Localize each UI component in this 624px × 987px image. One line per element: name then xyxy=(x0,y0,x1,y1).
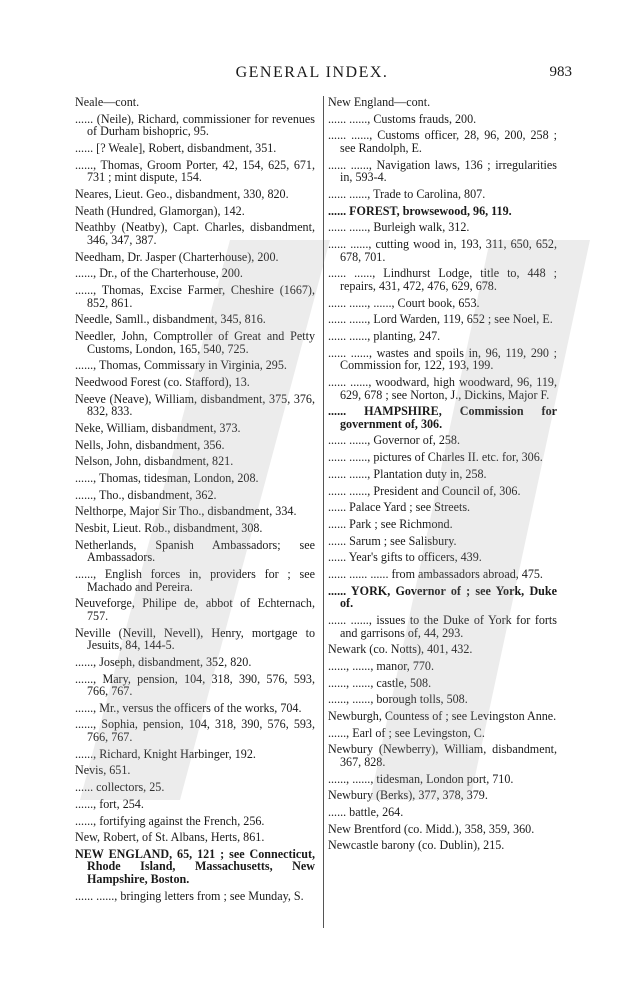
index-entry: Nells, John, disbandment, 356. xyxy=(75,437,225,452)
index-entry: ...... ......, Governor of, 258. xyxy=(328,433,461,448)
index-entry: ...... FOREST, browsewood, 96, 119. xyxy=(328,203,512,218)
index-entry: ...... ......, cutting wood in, 193, 311, 650, 652, 678, 701. xyxy=(328,237,557,264)
index-entry: ......, Thomas, tidesman, London, 208. xyxy=(75,470,259,485)
index-entry: ...... Year's gifts to officers, 439. xyxy=(328,550,482,565)
index-entry: ......, Mr., versus the officers of the works, 704. xyxy=(75,700,302,715)
column-divider xyxy=(323,96,324,928)
index-entry: ......, Thomas, Groom Porter, 42, 154, 625, 671, 731 ; mint dispute, 154. xyxy=(75,157,315,185)
index-entry: ...... Sarum ; see Salisbury. xyxy=(328,533,457,548)
index-entry: Nelthorpe, Major Sir Tho., disbandment, 334. xyxy=(75,504,297,519)
index-entry: Newcastle barony (co. Dublin), 215. xyxy=(328,838,505,853)
index-entry: ......, Sophia, pension, 104, 318, 390, 576, 593, 766, 767. xyxy=(75,717,315,745)
index-entry: ...... ......, Customs officer, 28, 96, 200, 258 ; see Randolph, E. xyxy=(328,128,557,155)
index-entry: New England—cont. xyxy=(328,95,431,109)
index-entry: NEW ENGLAND, 65, 121 ; see Connecticut, Rhode Island, Massachusetts, New Hampshire, Boston. xyxy=(75,846,315,887)
index-entry: ...... ......, Navigation laws, 136 ; irregularities in, 593-4. xyxy=(328,157,557,185)
index-entry: Newbury (Newberry), William, disbandment, 367, 828. xyxy=(328,742,557,769)
index-entry: ......, fortifying against the French, 256. xyxy=(75,813,265,828)
index-entry: ......, Joseph, disbandment, 352, 820. xyxy=(75,654,252,669)
index-entry: Needwood Forest (co. Stafford), 13. xyxy=(75,374,250,389)
index-entry: Needle, Samll., disbandment, 345, 816. xyxy=(75,312,266,327)
index-entry: ......, Earl of ; see Levingston, C. xyxy=(328,725,485,740)
index-entry: ...... Park ; see Richmond. xyxy=(328,516,453,531)
index-entry: Newbury (Berks), 377, 378, 379. xyxy=(328,788,488,803)
index-entry: ......, Dr., of the Charterhouse, 200. xyxy=(75,266,243,281)
index-entry: Nesbit, Lieut. Rob., disbandment, 308. xyxy=(75,521,263,535)
index-entry: ......, ......, borough tolls, 508. xyxy=(328,692,468,707)
index-entry: New Brentford (co. Midd.), 358, 359, 360. xyxy=(328,821,535,836)
index-entry: Nelson, John, disbandment, 821. xyxy=(75,454,234,469)
page-title: GENERAL INDEX. xyxy=(235,64,389,81)
left-column xyxy=(75,96,315,906)
index-entry: ...... ......, woodward, high woodward, 96, 119, 629, 678 ; see Norton, J., Dickins, Major F. xyxy=(328,374,557,402)
index-entry: ...... collectors, 25. xyxy=(75,780,165,795)
index-entry: ...... ......, issues to the Duke of York for forts and garrisons of, 44, 293. xyxy=(328,612,557,640)
index-entry: Neville (Nevill, Nevell), Henry, mortgage to Jesuits, 84, 144-5. xyxy=(75,625,315,653)
index-entry: ...... HAMPSHIRE, Commission for government of, 306. xyxy=(328,404,557,431)
index-entry: Needler, John, Comptroller of Great and Petty Customs, London, 165, 540, 725. xyxy=(75,328,315,356)
index-entry: Neale—cont. xyxy=(75,95,140,109)
index-entry: ...... ......, Lord Warden, 119, 652 ; see Noel, E. xyxy=(328,312,553,327)
index-entry: Netherlands, Spanish Ambassadors; see Ambassadors. xyxy=(75,537,315,565)
index-entry: ...... ......, Plantation duty in, 258. xyxy=(328,466,487,481)
index-entry: ......, English forces in, providers for ; see Machado and Pereira. xyxy=(75,566,315,594)
page-number: 983 xyxy=(549,64,572,80)
right-column xyxy=(328,96,557,856)
index-entry: New, Robert, of St. Albans, Herts, 861. xyxy=(75,830,265,845)
index-entry: ...... ......, President and Council of, 306. xyxy=(328,483,521,498)
index-entry: Neke, William, disbandment, 373. xyxy=(75,420,241,435)
index-entry: Needham, Dr. Jasper (Charterhouse), 200. xyxy=(75,249,279,264)
index-entry: ...... ......, ......, Court book, 653. xyxy=(328,295,480,310)
index-entry: ...... Palace Yard ; see Streets. xyxy=(328,500,471,515)
index-entry: ......, Thomas, Excise Farmer, Cheshire (1667), 852, 861. xyxy=(75,282,315,310)
index-entry: ...... ......, bringing letters from ; see Munday, S. xyxy=(75,888,304,903)
index-entry: Neathby (Neatby), Capt. Charles, disbandment, 346, 347, 387. xyxy=(75,220,315,247)
index-entry: Neuveforge, Philipe de, abbot of Echternach, 757. xyxy=(75,596,315,623)
index-entry: Neares, Lieut. Geo., disbandment, 330, 820. xyxy=(75,186,289,201)
index-entry: ......, ......, tidesman, London port, 710. xyxy=(328,771,514,786)
index-entry: ...... battle, 264. xyxy=(328,805,404,819)
index-entry: ......, Thomas, Commissary in Virginia, 295. xyxy=(75,358,287,373)
index-entry: ...... ......, planting, 247. xyxy=(328,328,441,343)
running-header xyxy=(0,64,624,84)
index-entry: ...... ...... ...... from ambassadors abroad, 475. xyxy=(328,566,543,581)
index-entry: ......, ......, manor, 770. xyxy=(328,658,434,673)
index-entry: ......, fort, 254. xyxy=(75,796,144,811)
index-entry: ...... ......, Trade to Carolina, 807. xyxy=(328,186,486,201)
index-entry: ...... YORK, Governor of ; see York, Duke of. xyxy=(328,583,557,611)
index-entry: Newburgh, Countess of ; see Levingston Anne. xyxy=(328,708,557,723)
index-entry: ......, Tho., disbandment, 362. xyxy=(75,487,217,502)
index-entry: ......, ......, castle, 508. xyxy=(328,675,432,690)
index-entry: ...... ......, pictures of Charles II. etc. for, 306. xyxy=(328,450,543,465)
index-entry: ...... ......, Burleigh walk, 312. xyxy=(328,220,470,235)
index-entry: ......, Richard, Knight Harbinger, 192. xyxy=(75,746,256,761)
index-entry: Neeve (Neave), William, disbandment, 375, 376, 832, 833. xyxy=(75,391,315,419)
index-entry: Neath (Hundred, Glamorgan), 142. xyxy=(75,203,245,218)
index-entry: ...... ......, Lindhurst Lodge, title to, 448 ; repairs, 431, 472, 476, 629, 678. xyxy=(328,266,557,293)
index-entry: ...... [? Weale], Robert, disbandment, 351. xyxy=(75,140,277,155)
index-entry: ...... (Neile), Richard, commissioner for revenues of Durham bishopric, 95. xyxy=(75,111,315,139)
index-entry: ...... ......, Customs frauds, 200. xyxy=(328,111,477,126)
index-entry: ...... ......, wastes and spoils in, 96, 119, 290 ; Commission for, 122, 193, 199. xyxy=(328,345,557,373)
index-entry: Nevis, 651. xyxy=(75,763,131,778)
index-entry: ......, Mary, pension, 104, 318, 390, 576, 593, 766, 767. xyxy=(75,671,315,699)
index-entry: Newark (co. Notts), 401, 432. xyxy=(328,642,473,657)
